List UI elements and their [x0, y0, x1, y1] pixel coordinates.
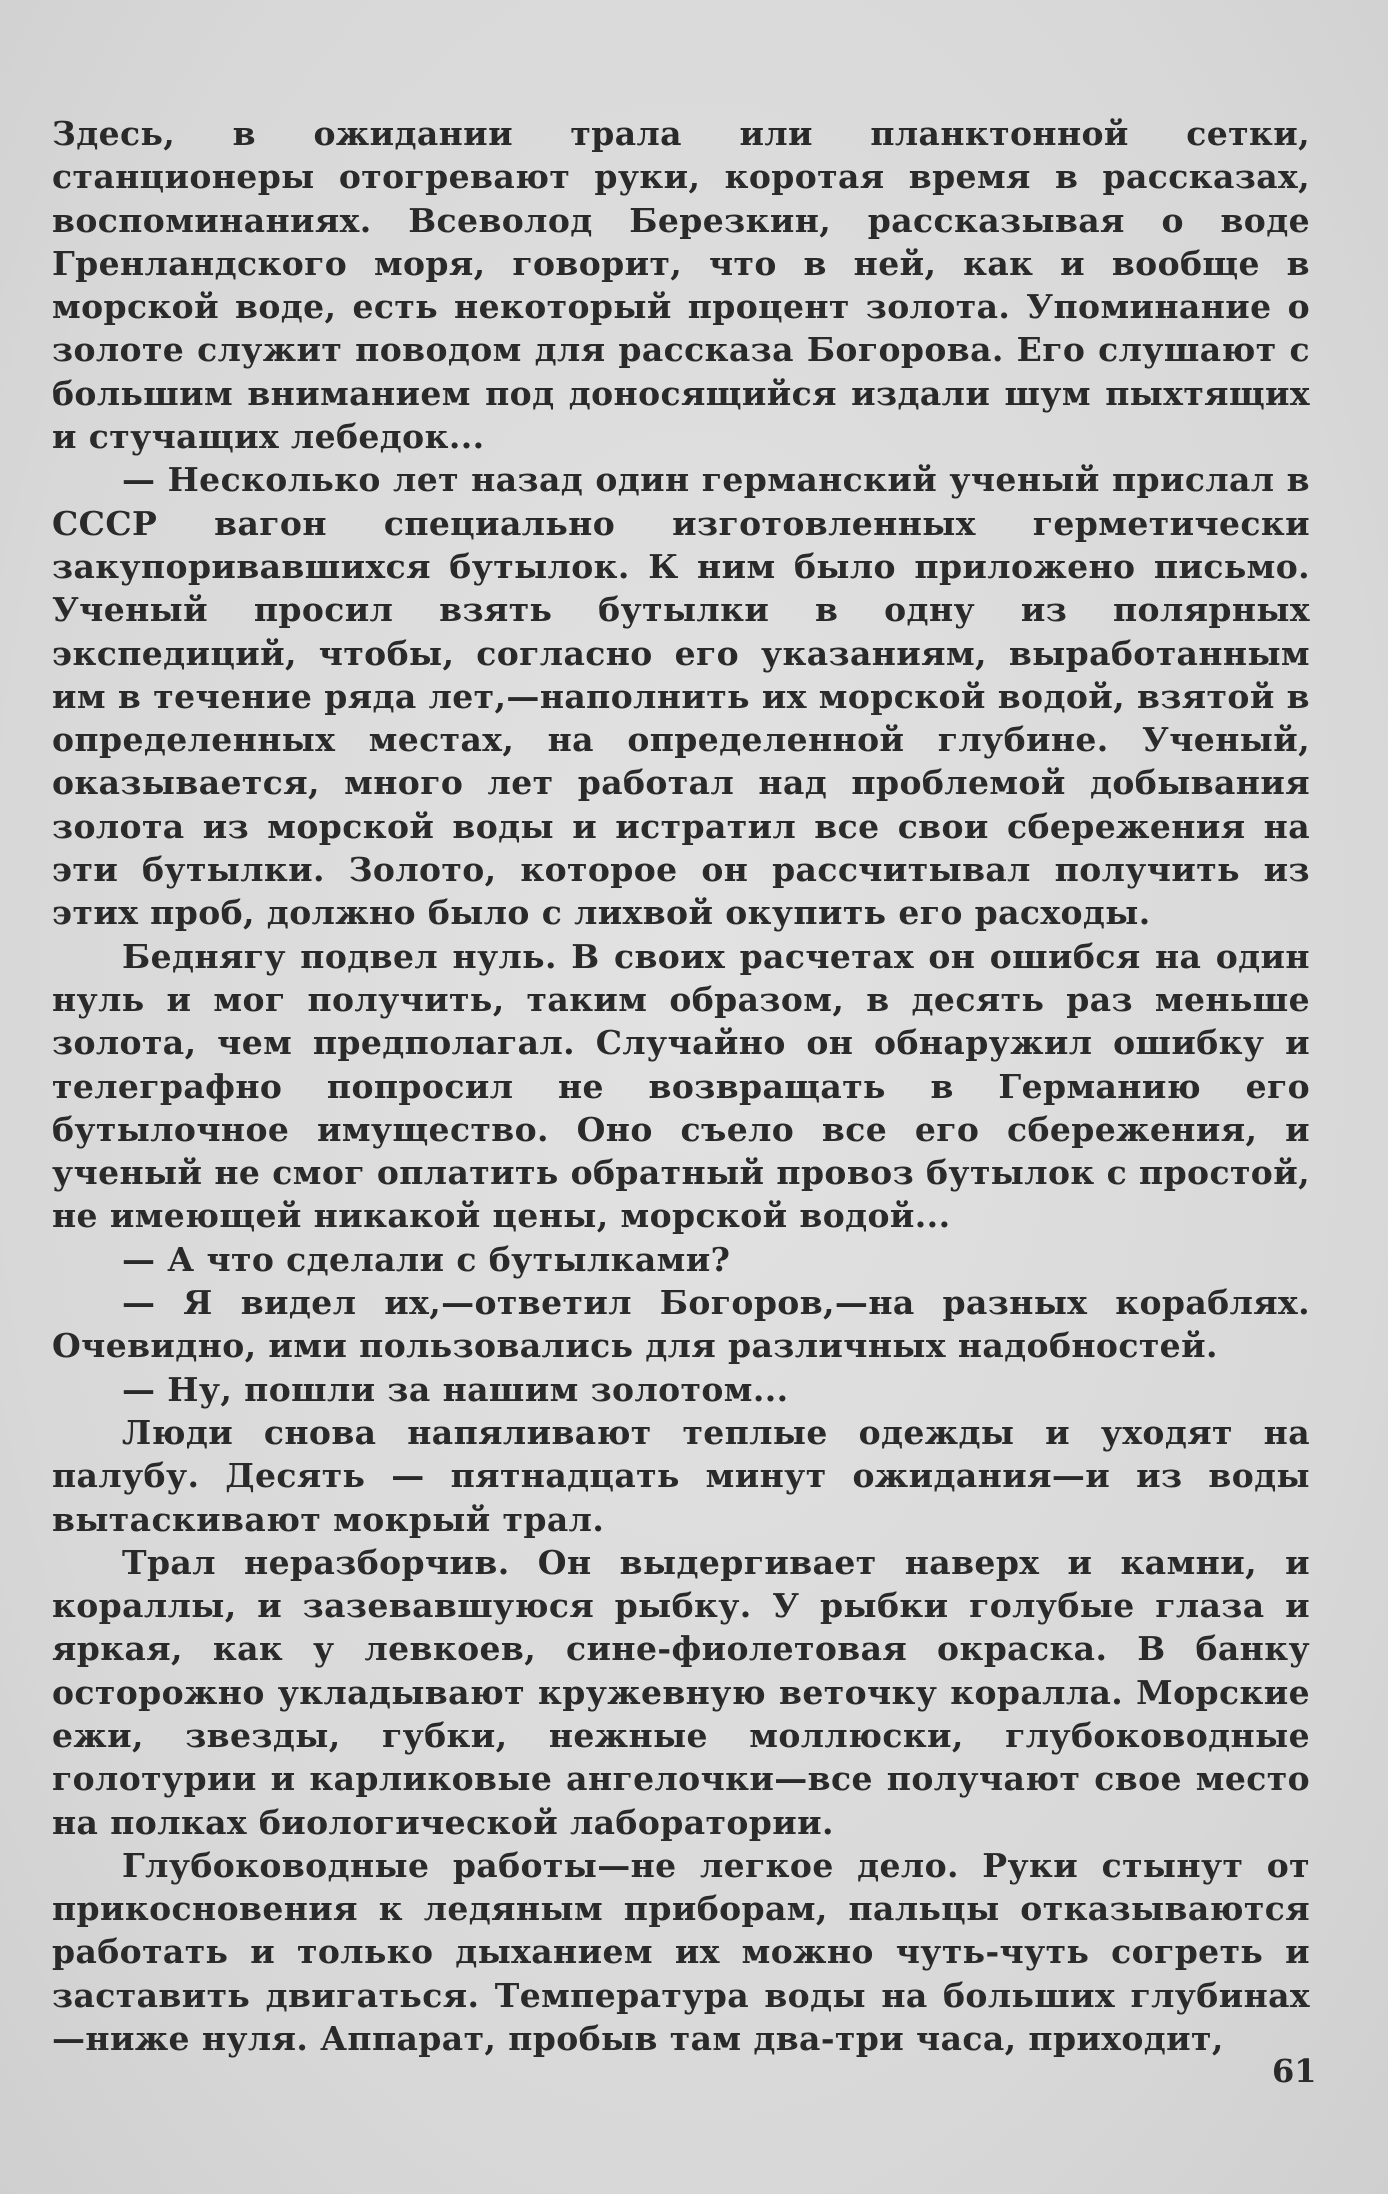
paragraph: — Несколько лет назад один германский ученый прислал в СССР вагон специально изготовленных герметически закупоривавшихся бутылок. К ним было приложено письмо. Ученый просил взять бутылки в одну из полярных экспедиций, чтобы, согласно его указаниям, выработанным им в течение ряда лет,—наполнить их морской водой, взятой в определенных местах, на определенной глубине. Ученый, оказывается, много лет работал над проблемой добывания золота из морской воды и истратил все свои сбережения на эти бутылки. Золото, которое он рассчитывал получить из этих проб, должно было с лихвой окупить его расходы. — [52, 460, 1310, 933]
paragraph: — А что сделали с бутылками? — [122, 1239, 731, 1279]
paragraph: — Ну, пошли за нашим золотом... — [122, 1369, 789, 1409]
paragraph: — Я видел их,—ответил Богоров,—на разных кораблях. Очевидно, ими пользовались для различных надобностей. — [52, 1283, 1310, 1366]
paragraph: Глубоководные работы—не легкое дело. Руки стынут от прикосновения к ледяным приборам, пальцы отказываются работать и только дыханием их можно чуть-чуть согреть и заставить двигаться. Температура воды на больших глубинах—ниже нуля. Аппарат, пробыв там два-три часа, приходит, — [52, 1845, 1310, 2059]
paragraph: Здесь, в ожидании трала или планктонной сетки, станционеры отогревают руки, коротая время в рассказах, воспоминаниях. Всеволод Березкин, рассказывая о воде Гренландского моря, говорит, что в ней, как и вообще в морской воде, есть некоторый процент золота. Упоминание о золоте служит поводом для рассказа Богорова. Его слушают с большим вниманием под доносящийся издали шум пыхтящих и стучащих лебедок... — [52, 114, 1310, 457]
paragraph: Люди снова напяливают теплые одежды и уходят на палубу. Десять — пятнадцать минут ожидания—и из воды вытаскивают мокрый трал. — [52, 1412, 1310, 1539]
body-text — [52, 112, 1310, 2060]
page-number: 61 — [1272, 2052, 1317, 2090]
paragraph: Беднягу подвел нуль. В своих расчетах он ошибся на один нуль и мог получить, таким образом, в десять раз меньше золота, чем предполагал. Случайно он обнаружил ошибку и телеграфно попросил не возвращать в Германию его бутылочное имущество. Оно съело все его сбережения, и ученый не смог оплатить обратный провоз бутылок с простой, не имеющей никакой цены, морской водой... — [52, 936, 1310, 1236]
paragraph: Трал неразборчив. Он выдергивает наверх и камни, и кораллы, и зазевавшуюся рыбку. У рыбки голубые глаза и яркая, как у левкоев, сине-фиолетовая окраска. В банку осторожно укладывают кружевную веточку коралла. Морские ежи, звезды, губки, нежные моллюски, глубоководные голотурии и карликовые ангелочки—все получают свое место на полках биологической лаборатории. — [52, 1542, 1310, 1842]
